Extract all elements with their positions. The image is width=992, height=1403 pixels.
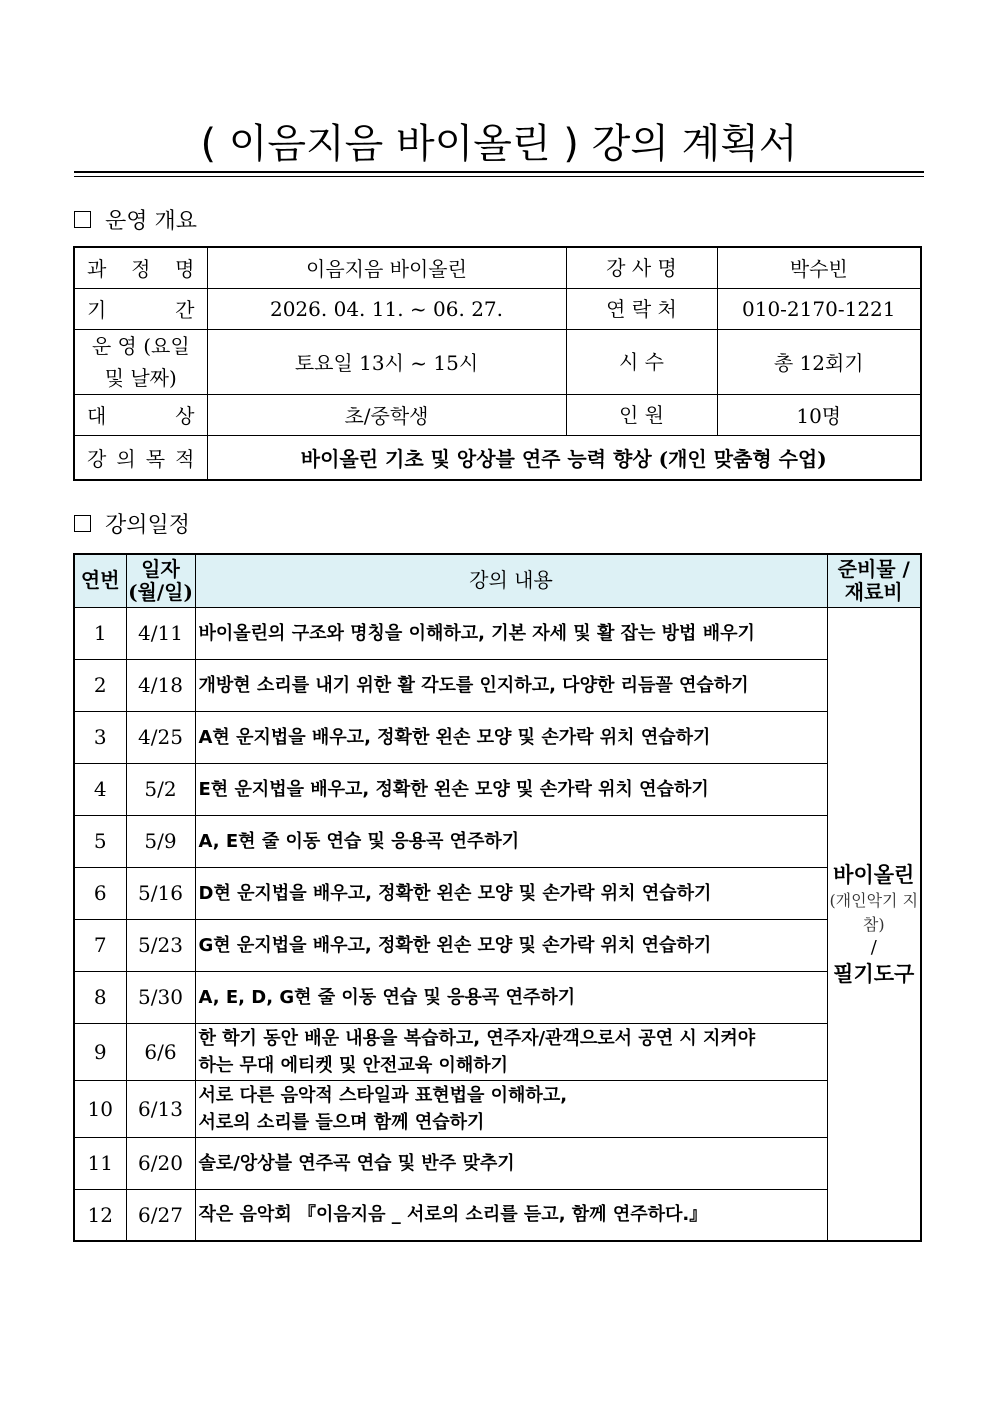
supply-violin: 바이올린 [833, 863, 915, 888]
supply-note: (개인악기 지참) [829, 891, 919, 935]
course-label: 과 정 명 [74, 247, 207, 288]
table-row [74, 1189, 921, 1241]
row-content: 개방현 소리를 내기 위한 활 각도를 인지하고, 다양한 리듬꼴 연습하기 [195, 659, 827, 711]
row-no: 1 [74, 607, 126, 659]
table-row [74, 763, 921, 815]
supply-separator: / [870, 937, 877, 959]
header-date: 일자 (월/일) [126, 554, 195, 607]
row-no: 10 [74, 1080, 126, 1137]
contact-label: 연 락 처 [566, 288, 717, 329]
row-content: A, E, D, G현 줄 이동 연습 및 응용곡 연주하기 [195, 971, 827, 1023]
header-supplies: 준비물 / 재료비 [827, 554, 921, 607]
table-row [74, 607, 921, 659]
row-date: 5/23 [126, 919, 195, 971]
checkbox-square-icon [74, 515, 91, 532]
title-underline [74, 171, 924, 173]
header-no: 연번 [74, 554, 126, 607]
row-content-line: 서로 다른 음악적 스타일과 표현법을 이해하고, [198, 1084, 568, 1106]
row-content [195, 1023, 827, 1080]
row-date: 6/6 [126, 1023, 195, 1080]
table-row [74, 971, 921, 1023]
capacity-value: 10명 [717, 394, 921, 435]
supply-writing-tools: 필기도구 [833, 962, 915, 987]
row-no: 3 [74, 711, 126, 763]
row-no: 12 [74, 1189, 126, 1241]
row-no: 9 [74, 1023, 126, 1080]
purpose-label: 강 의 목 적 [74, 435, 207, 480]
row-content: A현 운지법을 배우고, 정확한 왼손 모양 및 손가락 위치 연습하기 [195, 711, 827, 763]
title-underline-thin [74, 176, 924, 177]
purpose-value: 바이올린 기초 및 앙상블 연주 능력 향상 (개인 맞춤형 수업) [207, 435, 921, 480]
page-title: ( 이음지음 바이올린 ) 강의 계획서 [200, 121, 798, 167]
row-content: A, E현 줄 이동 연습 및 응용곡 연주하기 [195, 815, 827, 867]
row-date: 6/20 [126, 1137, 195, 1189]
course-value: 이음지음 바이올린 [207, 247, 566, 288]
instructor-value: 박수빈 [717, 247, 921, 288]
capacity-label: 인 원 [566, 394, 717, 435]
row-no: 8 [74, 971, 126, 1023]
period-value: 2026. 04. 11. ~ 06. 27. [207, 288, 566, 329]
section-title: 운영 개요 [105, 208, 198, 234]
table-row [74, 1023, 921, 1080]
row-date: 5/2 [126, 763, 195, 815]
table-row [74, 867, 921, 919]
schedule-label: 운 영 (요일 및 날짜) [74, 329, 207, 394]
section-schedule-heading [74, 507, 190, 539]
target-label: 대 상 [74, 394, 207, 435]
row-no: 7 [74, 919, 126, 971]
row-date: 4/25 [126, 711, 195, 763]
row-content: 바이올린의 구조와 명칭을 이해하고, 기본 자세 및 활 잡는 방법 배우기 [195, 607, 827, 659]
header-content: 강의 내용 [195, 554, 827, 607]
row-no: 6 [74, 867, 126, 919]
section-overview-heading [74, 203, 197, 235]
row-date: 5/16 [126, 867, 195, 919]
schedule-table [73, 553, 922, 1242]
table-row [74, 1080, 921, 1137]
row-content-line: 하는 무대 에티켓 및 안전교육 이해하기 [198, 1054, 509, 1076]
row-content: 작은 음악회 『이음지음 _ 서로의 소리를 듣고, 함께 연주하다.』 [195, 1189, 827, 1241]
table-row [74, 919, 921, 971]
row-no: 11 [74, 1137, 126, 1189]
row-date: 4/18 [126, 659, 195, 711]
target-value: 초/중학생 [207, 394, 566, 435]
supplies-cell [827, 607, 921, 1241]
row-no: 5 [74, 815, 126, 867]
table-row [74, 659, 921, 711]
row-content: D현 운지법을 배우고, 정확한 왼손 모양 및 손가락 위치 연습하기 [195, 867, 827, 919]
table-row [74, 815, 921, 867]
contact-value: 010-2170-1221 [717, 288, 921, 329]
row-no: 4 [74, 763, 126, 815]
row-content: 솔로/앙상블 연주곡 연습 및 반주 맞추기 [195, 1137, 827, 1189]
row-date: 5/30 [126, 971, 195, 1023]
row-content: E현 운지법을 배우고, 정확한 왼손 모양 및 손가락 위치 연습하기 [195, 763, 827, 815]
row-content-line: 서로의 소리를 들으며 함께 연습하기 [198, 1111, 485, 1133]
row-date: 5/9 [126, 815, 195, 867]
section-title: 강의일정 [105, 512, 191, 538]
overview-table [73, 246, 922, 481]
sessions-value: 총 12회기 [717, 329, 921, 394]
schedule-value: 토요일 13시 ~ 15시 [207, 329, 566, 394]
row-content: G현 운지법을 배우고, 정확한 왼손 모양 및 손가락 위치 연습하기 [195, 919, 827, 971]
table-row [74, 711, 921, 763]
row-date: 6/27 [126, 1189, 195, 1241]
row-date: 4/11 [126, 607, 195, 659]
period-label: 기 간 [74, 288, 207, 329]
checkbox-square-icon [74, 211, 91, 228]
row-date: 6/13 [126, 1080, 195, 1137]
row-content [195, 1080, 827, 1137]
table-row [74, 1137, 921, 1189]
row-content-line: 한 학기 동안 배운 내용을 복습하고, 연주자/관객으로서 공연 시 지켜야 [198, 1027, 756, 1049]
instructor-label: 강 사 명 [566, 247, 717, 288]
sessions-label: 시 수 [566, 329, 717, 394]
row-no: 2 [74, 659, 126, 711]
